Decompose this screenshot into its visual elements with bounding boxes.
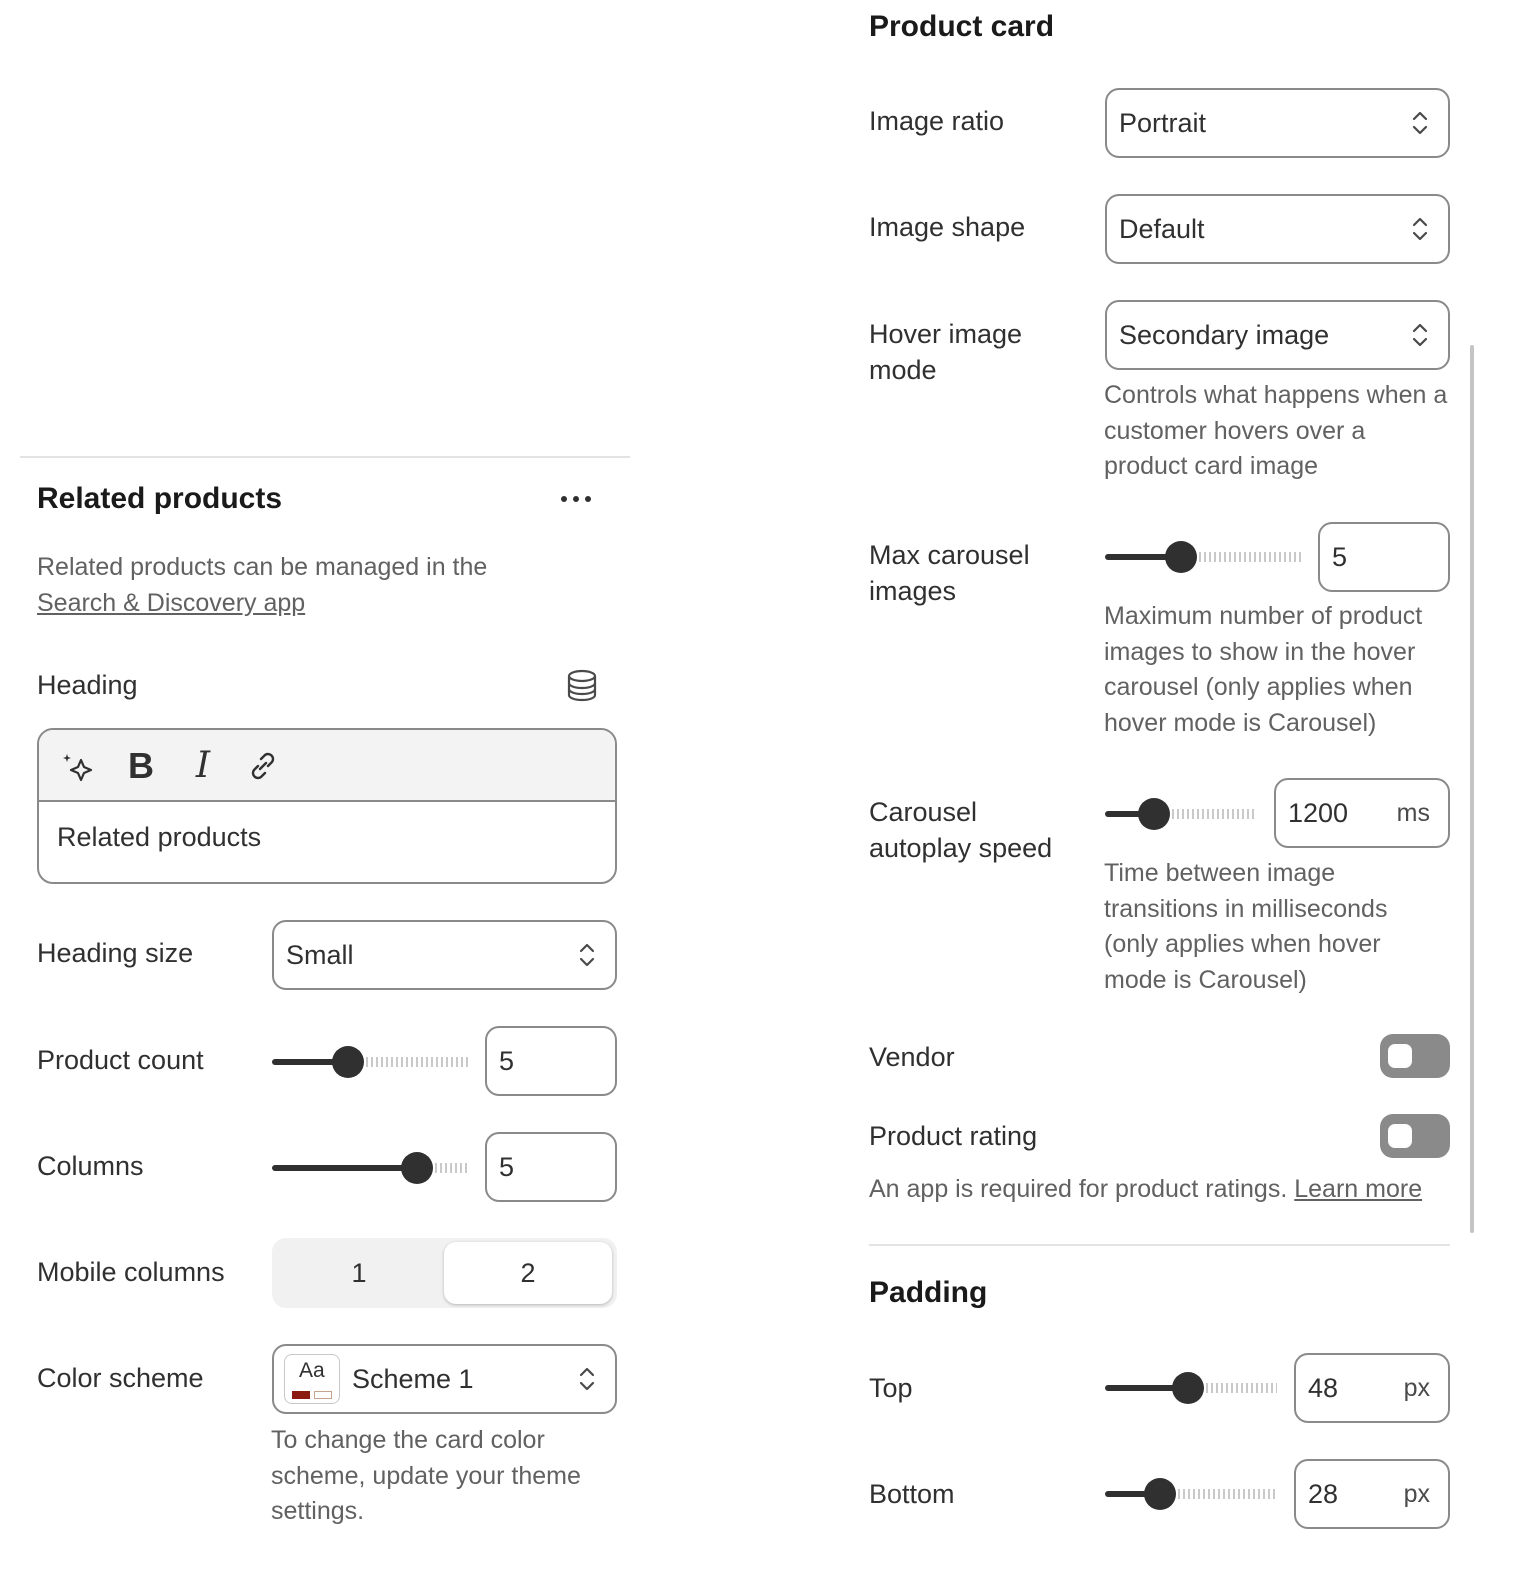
max-carousel-images-help: Maximum number of product images to show in the hover carousel (only applies when hover mode is Carousel) bbox=[1104, 602, 1423, 737]
info-text bbox=[37, 550, 617, 621]
heading-size-label: Heading size bbox=[37, 938, 194, 968]
heading-label: Heading bbox=[37, 670, 138, 700]
slider-fill bbox=[272, 1165, 417, 1171]
image-shape-value: Default bbox=[1119, 213, 1205, 244]
padding-bottom-value: 28 bbox=[1308, 1478, 1339, 1509]
image-shape-select[interactable] bbox=[1105, 194, 1450, 264]
chevron-up-down-icon bbox=[1412, 214, 1428, 244]
carousel-autoplay-speed-value: 1200 bbox=[1288, 797, 1349, 828]
toggle-knob bbox=[1388, 1124, 1412, 1148]
database-icon bbox=[562, 668, 602, 704]
hover-image-mode-label: Hover image mode bbox=[869, 319, 1023, 385]
dynamic-source-button[interactable] bbox=[562, 668, 602, 704]
slider-track bbox=[1206, 1383, 1277, 1393]
mobile-columns-segmented bbox=[272, 1238, 617, 1308]
product-rating-label: Product rating bbox=[869, 1121, 1038, 1151]
padding-bottom-slider[interactable] bbox=[1105, 1472, 1277, 1516]
section-divider bbox=[869, 1244, 1450, 1246]
chevron-up-down-icon bbox=[1412, 108, 1428, 138]
max-carousel-images-label: Max carousel images bbox=[869, 540, 1030, 606]
slider-track bbox=[366, 1057, 468, 1067]
vendor-label: Vendor bbox=[869, 1042, 955, 1072]
carousel-autoplay-speed-help: Time between image transitions in milliseconds (only applies when hover mode is Carousel) bbox=[1104, 859, 1388, 994]
heading-editor bbox=[37, 728, 617, 884]
color-swatch bbox=[284, 1354, 340, 1404]
heading-size-value: Small bbox=[286, 939, 354, 970]
ai-sparkle-icon bbox=[59, 748, 99, 788]
chevron-up-down-icon bbox=[579, 1364, 595, 1394]
unit-suffix: px bbox=[1403, 1479, 1430, 1508]
max-carousel-images-value: 5 bbox=[1332, 541, 1348, 572]
carousel-autoplay-speed-input[interactable] bbox=[1274, 778, 1450, 848]
columns-label: Columns bbox=[37, 1151, 144, 1181]
columns-slider[interactable] bbox=[272, 1146, 468, 1190]
color-scheme-help: To change the card color scheme, update your theme settings. bbox=[271, 1426, 581, 1525]
padding-bottom-label: Bottom bbox=[869, 1479, 955, 1509]
slider-track bbox=[1178, 1489, 1277, 1499]
unit-suffix: px bbox=[1403, 1373, 1430, 1402]
columns-input[interactable] bbox=[485, 1132, 617, 1202]
padding-bottom-input[interactable] bbox=[1294, 1459, 1450, 1529]
slider-thumb[interactable] bbox=[332, 1046, 364, 1078]
product-rating-toggle[interactable] bbox=[1380, 1114, 1450, 1158]
editor-toolbar bbox=[39, 730, 615, 802]
product-rating-help-text: An app is required for product ratings. bbox=[869, 1175, 1288, 1203]
image-ratio-select[interactable] bbox=[1105, 88, 1450, 158]
bold-button[interactable] bbox=[123, 744, 159, 788]
max-carousel-images-slider[interactable] bbox=[1105, 535, 1301, 579]
product-rating-help bbox=[869, 1172, 1469, 1208]
slider-thumb[interactable] bbox=[401, 1152, 433, 1184]
product-count-value: 5 bbox=[499, 1045, 515, 1076]
more-options-button[interactable] bbox=[554, 484, 598, 514]
italic-icon: I bbox=[195, 745, 211, 786]
image-shape-label: Image shape bbox=[869, 212, 1026, 242]
ai-generate-button[interactable] bbox=[59, 748, 99, 788]
padding-top-label: Top bbox=[869, 1373, 913, 1403]
learn-more-link[interactable]: Learn more bbox=[1294, 1175, 1423, 1203]
product-count-input[interactable] bbox=[485, 1026, 617, 1096]
chevron-up-down-icon bbox=[579, 940, 595, 970]
toggle-knob bbox=[1388, 1044, 1412, 1068]
color-scheme-label: Color scheme bbox=[37, 1363, 204, 1393]
swatch-secondary bbox=[314, 1391, 332, 1399]
vendor-toggle[interactable] bbox=[1380, 1034, 1450, 1078]
slider-thumb[interactable] bbox=[1172, 1372, 1204, 1404]
option-label: 1 bbox=[351, 1257, 367, 1288]
mobile-columns-label: Mobile columns bbox=[37, 1257, 225, 1287]
section-title: Related products bbox=[37, 482, 283, 515]
search-discovery-link[interactable]: Search & Discovery app bbox=[37, 588, 306, 617]
mobile-columns-option-2[interactable] bbox=[444, 1242, 612, 1304]
slider-track bbox=[1172, 809, 1257, 819]
swatch-primary bbox=[292, 1391, 310, 1399]
hover-image-mode-select[interactable] bbox=[1105, 300, 1450, 370]
link-button[interactable] bbox=[243, 746, 283, 786]
scrollbar-thumb[interactable] bbox=[1470, 345, 1474, 1233]
italic-button[interactable] bbox=[185, 744, 221, 788]
product-card-title: Product card bbox=[869, 10, 1055, 43]
info-text-body: Related products can be managed in the bbox=[37, 553, 488, 581]
carousel-autoplay-speed-label: Carousel autoplay speed bbox=[869, 797, 1053, 863]
chevron-up-down-icon bbox=[1412, 320, 1428, 350]
padding-top-value: 48 bbox=[1308, 1372, 1339, 1403]
carousel-autoplay-speed-slider[interactable] bbox=[1105, 792, 1257, 836]
product-count-label: Product count bbox=[37, 1045, 204, 1075]
padding-top-input[interactable] bbox=[1294, 1353, 1450, 1423]
option-label: 2 bbox=[520, 1257, 536, 1288]
color-scheme-value: Scheme 1 bbox=[352, 1363, 474, 1394]
max-carousel-images-input[interactable] bbox=[1318, 522, 1450, 592]
columns-value: 5 bbox=[499, 1151, 515, 1182]
mobile-columns-option-1[interactable] bbox=[276, 1242, 442, 1304]
image-ratio-value: Portrait bbox=[1119, 107, 1207, 138]
slider-thumb[interactable] bbox=[1138, 798, 1170, 830]
heading-size-select[interactable] bbox=[272, 920, 617, 990]
slider-track bbox=[435, 1163, 468, 1173]
link-icon bbox=[243, 746, 283, 786]
image-ratio-label: Image ratio bbox=[869, 106, 1005, 136]
slider-thumb[interactable] bbox=[1165, 541, 1197, 573]
hover-image-mode-help: Controls what happens when a customer hovers over a product card image bbox=[1104, 381, 1448, 480]
ellipsis-icon bbox=[554, 484, 598, 514]
hover-image-mode-value: Secondary image bbox=[1119, 319, 1330, 350]
swatch-text: Aa bbox=[299, 1359, 325, 1382]
unit-suffix: ms bbox=[1396, 798, 1430, 827]
color-scheme-select[interactable] bbox=[272, 1344, 617, 1414]
slider-track bbox=[1199, 552, 1301, 562]
padding-title: Padding bbox=[869, 1276, 988, 1309]
heading-text-input[interactable]: Related products bbox=[57, 822, 262, 852]
bold-icon: B bbox=[128, 745, 154, 786]
section-divider bbox=[20, 456, 630, 458]
padding-top-slider[interactable] bbox=[1105, 1366, 1277, 1410]
slider-thumb[interactable] bbox=[1144, 1478, 1176, 1510]
product-count-slider[interactable] bbox=[272, 1040, 468, 1084]
